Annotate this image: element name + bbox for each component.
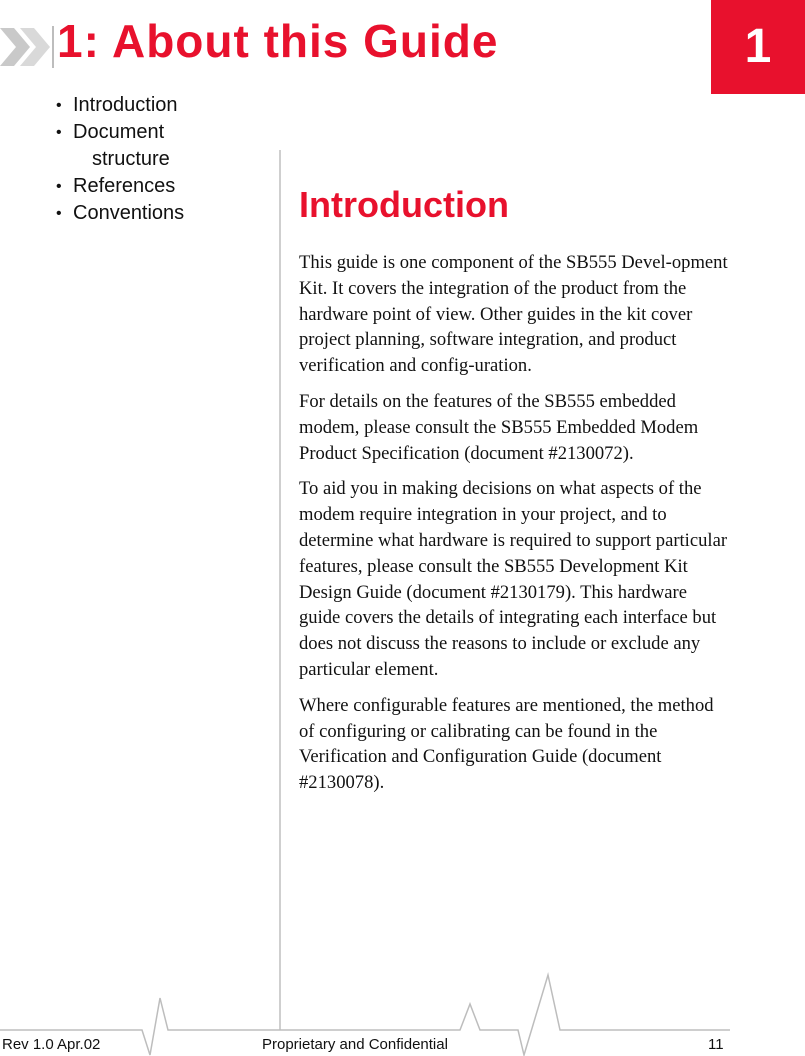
footer-notice: Proprietary and Confidential [262, 1036, 448, 1053]
body-paragraph: To aid you in making decisions on what aspects of the modem require integration in your project, and to determine what hardware is required to support particular features, please consult the SB555 Development Kit Design Guide (document #2130179). This hardware guide covers the details of integrating each interface but does not discuss the reasons to include or exclude any particular element. [299, 478, 728, 680]
section-heading: Introduction [299, 184, 509, 225]
toc-item-conventions[interactable] [56, 200, 213, 227]
toc-item-introduction[interactable] [56, 92, 213, 119]
section-body [299, 250, 731, 806]
toc-item-label: Introduction [73, 94, 178, 116]
toc-item-label-continued: structure [92, 148, 170, 170]
body-paragraph: This guide is one component of the SB555 Devel-opment Kit. It covers the integration of the product from the hardware point of view. Other guides in the kit cover project planning, software integration, and product verification and config-uration. [299, 252, 728, 377]
column-divider [279, 150, 281, 1030]
toc-item-label: Document [73, 121, 165, 143]
footer-revision: Rev 1.0 Apr.02 [2, 1036, 101, 1053]
body-paragraph: For details on the features of the SB555 embedded modem, please consult the SB555 Embedded Modem Product Specification (document #2130072). [299, 390, 699, 464]
page-number: 11 [708, 1036, 724, 1053]
body-paragraph: Where configurable features are mentioned, the method of configuring or calibrating can be found in the Verification and Configuration Guide (document #2130078). [299, 694, 714, 794]
chapter-tab: 1 [711, 0, 805, 94]
chapter-contents-list [56, 92, 213, 227]
toc-item-references[interactable] [56, 173, 213, 200]
toc-item-label: References [73, 175, 176, 197]
toc-item-label: Conventions [73, 202, 185, 224]
toc-item-document-structure[interactable] [56, 119, 213, 173]
chapter-title: 1: About this Guide [57, 15, 499, 67]
double-chevron-icon [0, 22, 58, 72]
